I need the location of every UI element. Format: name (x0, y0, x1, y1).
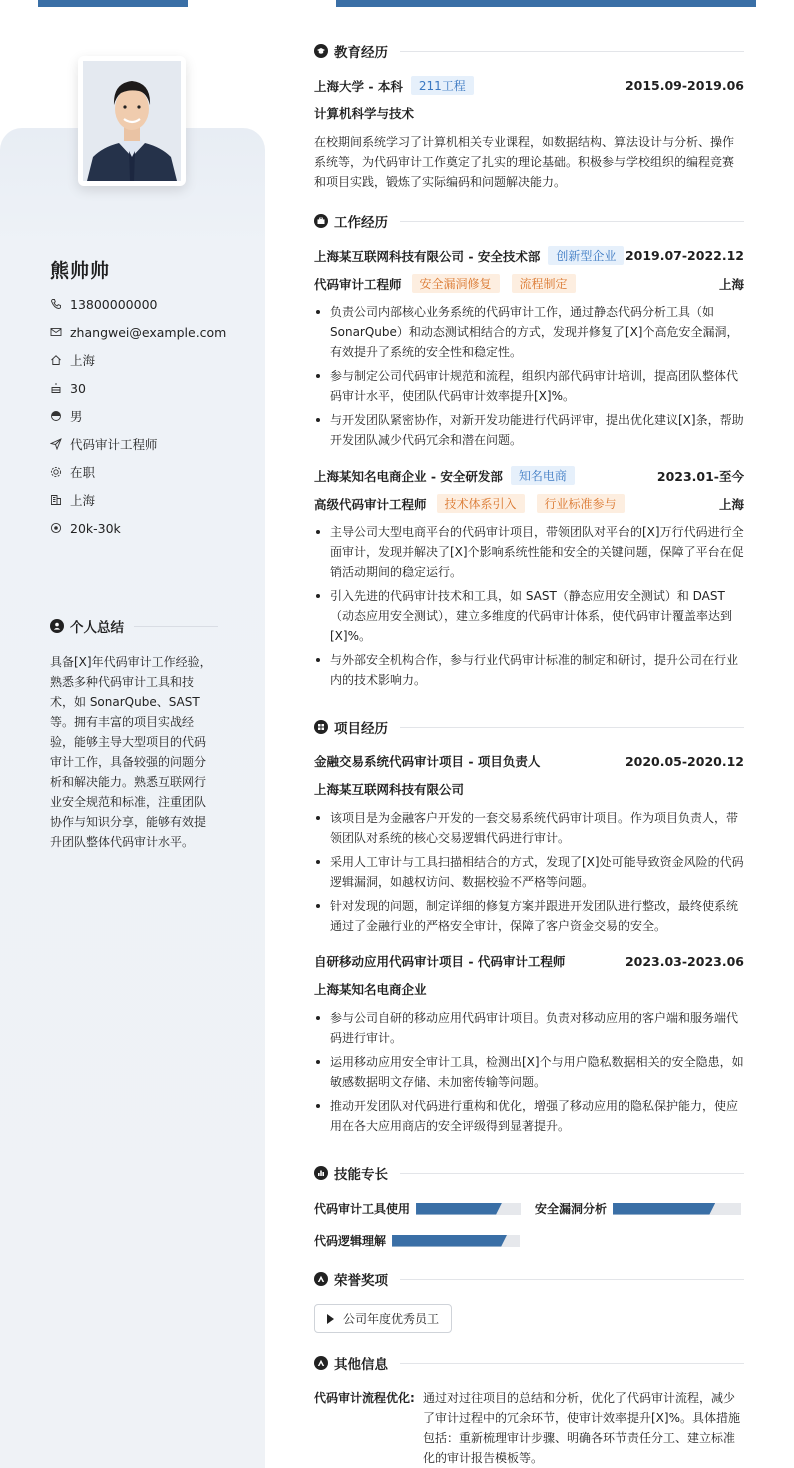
skill-bar-fill (392, 1235, 507, 1247)
skill-bar-fill (416, 1203, 502, 1215)
info-icon (314, 1356, 328, 1370)
role-tag: 技术体系引入 (437, 494, 525, 513)
list-item: 负责公司内部核心业务系统的代码审计工作，通过静态代码分析工具（如 SonarQube）和动态测试相结合的方式，发现并修复了[X]个高危安全漏洞，有效提升了系统的安全性和稳定性。 (314, 302, 744, 362)
age-icon (50, 382, 62, 394)
list-item: 与外部安全机构合作，参与行业代码审计标准的制定和研讨，提升公司在行业内的技术影响力。 (314, 650, 744, 690)
info-value: 男 (70, 409, 83, 424)
list-item: 参与公司自研的移动应用代码审计项目。负责对移动应用的客户端和服务端代码进行审计。 (314, 1008, 744, 1048)
awards-section-title: 荣誉奖项 (314, 1269, 744, 1289)
education-header (314, 76, 744, 95)
project-period: 2023.03-2023.06 (624, 953, 744, 969)
briefcase-icon (314, 214, 328, 228)
project-name: 自研移动应用代码审计项目 - 代码审计工程师 (314, 954, 566, 969)
skill-item (314, 1200, 521, 1217)
education-major: 计算机科学与技术 (314, 106, 415, 121)
job-header (314, 246, 744, 265)
skill-item (314, 1232, 520, 1249)
job-role: 高级代码审计工程师 (314, 496, 427, 512)
section-divider (400, 1279, 744, 1280)
user-icon (50, 619, 64, 633)
skill-bar (416, 1203, 521, 1215)
building-icon (50, 494, 62, 506)
job-role-row (314, 494, 744, 513)
list-item: 针对发现的问题，制定详细的修复方案并跟进开发团队进行整改，最终使系统通过了金融行业的严格安全审计，保障了客户资金交易的安全。 (314, 896, 744, 936)
education-period: 2015.09-2019.06 (624, 78, 744, 93)
skill-bar-fill (613, 1203, 715, 1215)
project-bullets (314, 1008, 744, 1140)
section-divider (400, 51, 744, 52)
job-period: 2019.07-2022.12 (624, 248, 744, 263)
send-icon (50, 438, 62, 450)
company-tag: 知名电商 (511, 466, 575, 485)
list-item: 采用人工审计与工具扫描相结合的方式，发现了[X]处可能导致资金风险的代码逻辑漏洞，如越权访问、数据校验不严格等问题。 (314, 852, 744, 892)
play-triangle-icon (327, 1314, 334, 1324)
section-divider (400, 1173, 744, 1174)
home-icon (50, 354, 62, 366)
graduation-cap-icon (314, 44, 328, 58)
list-item: 引入先进的代码审计技术和工具，如 SAST（静态应用安全测试）和 DAST（动态应用安全测试），建立多维度的代码审计体系，使代码审计覆盖率达到[X]%。 (314, 586, 744, 646)
section-divider (400, 727, 744, 728)
skill-name: 代码逻辑理解 (314, 1234, 387, 1248)
school-tag: 211工程 (411, 76, 474, 95)
education-description: 在校期间系统学习了计算机相关专业课程，如数据结构、算法设计与分析、操作系统等，为代码审计工作奠定了扎实的理论基础。积极参与学校组织的编程竞赛和项目实践，锻炼了实际编码和问题解决能力。 (314, 135, 735, 189)
list-item: 运用移动应用安全审计工具，检测出[X]个与用户隐私数据相关的安全隐患，如敏感数据明文存储、未加密传输等问题。 (314, 1052, 744, 1092)
skill-bar (613, 1203, 741, 1215)
projects-section-title: 项目经历 (314, 717, 744, 737)
list-item: 主导公司大型电商平台的代码审计项目，带领团队对平台的[X]万行代码进行全面审计，发现并解决了[X]个影响系统性能和安全的关键问题，保障了平台在促销活动期间的稳定运行。 (314, 522, 744, 582)
info-phone (50, 290, 226, 318)
info-gender (50, 402, 226, 430)
job-role: 代码审计工程师 (314, 276, 402, 292)
info-value: 上海 (70, 353, 96, 368)
other-section-title: 其他信息 (314, 1353, 744, 1373)
mail-icon (50, 326, 62, 338)
job-bullets (314, 522, 744, 694)
skill-name: 代码审计工具使用 (314, 1202, 411, 1216)
list-item: 该项目是为金融客户开发的一套交易系统代码审计项目。作为项目负责人，带领团队对系统的核心交易逻辑代码进行审计。 (314, 808, 744, 848)
job-header (314, 466, 744, 485)
info-value: 上海 (70, 493, 96, 508)
job-company: 上海某知名电商企业 - 安全研发部 (314, 468, 503, 484)
status-icon (50, 466, 62, 478)
info-position (50, 430, 226, 458)
project-header (314, 752, 744, 770)
education-section-title: 教育经历 (314, 41, 744, 61)
top-accent-bar-left (38, 0, 188, 7)
other-label: 代码审计流程优化: (314, 1391, 415, 1405)
chart-icon (314, 1166, 328, 1180)
job-period: 2023.01-至今 (656, 468, 744, 484)
skill-bar (392, 1235, 520, 1247)
salary-icon (50, 522, 62, 534)
info-location (50, 346, 226, 374)
top-accent-bar-right (336, 0, 756, 7)
role-tag: 安全漏洞修复 (412, 274, 500, 293)
skill-name: 安全漏洞分析 (535, 1202, 608, 1216)
info-value: 代码审计工程师 (70, 437, 158, 452)
list-item: 与开发团队紧密协作，对新开发功能进行代码评审，提出优化建议[X]条，帮助开发团队减少代码冗余和潜在问题。 (314, 410, 744, 450)
work-section-title: 工作经历 (314, 211, 744, 231)
info-work-city (50, 486, 226, 514)
grid-icon (314, 720, 328, 734)
job-bullets (314, 302, 744, 454)
company-tag: 创新型企业 (548, 246, 624, 265)
info-email (50, 318, 226, 346)
award-icon (314, 1272, 328, 1286)
info-value: 20k-30k (70, 520, 121, 536)
project-org: 上海某互联网科技有限公司 (314, 782, 465, 797)
skills-section-title: 技能专长 (314, 1163, 744, 1183)
project-period: 2020.05-2020.12 (624, 753, 744, 769)
section-divider (400, 1363, 744, 1364)
section-divider (134, 626, 218, 627)
job-city: 上海 (718, 276, 744, 292)
info-age (50, 374, 226, 402)
info-value: 13800000000 (70, 296, 158, 312)
info-salary (50, 514, 226, 542)
phone-icon (50, 298, 62, 310)
project-name: 金融交易系统代码审计项目 - 项目负责人 (314, 754, 541, 769)
profile-photo (83, 61, 181, 181)
project-header (314, 952, 744, 970)
project-org: 上海某知名电商企业 (314, 982, 427, 997)
school-name: 上海大学 - 本科 (314, 78, 403, 94)
info-value: 30 (70, 380, 86, 396)
award-item: 公司年度优秀员工 (314, 1304, 452, 1333)
list-item: 参与制定公司代码审计规范和流程，组织内部代码审计培训，提高团队整体代码审计水平，使团队代码审计效率提升[X]%。 (314, 366, 744, 406)
info-status (50, 458, 226, 486)
candidate-name: 熊帅帅 (50, 260, 111, 282)
gender-icon (50, 410, 62, 422)
contact-info-list (50, 290, 226, 542)
summary-text: 具备[X]年代码审计工作经验，熟悉多种代码审计工具和技术，如 SonarQube、SAST 等。拥有丰富的项目实战经验，能够主导大型项目的代码审计工作，具备较强的问题分析和解决能力。熟悉互联网行业安全规范和标准，注重团队协作与知识分享，能够有效提升团队整体代码审计水平。 (50, 655, 212, 849)
job-city: 上海 (718, 496, 744, 512)
info-value: zhangwei@example.com (70, 324, 227, 340)
other-text: 通过对过往项目的总结和分析，优化了代码审计流程，减少了审计过程中的冗余环节，使审计效率提升[X]%。具体措施包括：重新梳理审计步骤、明确各环节责任分工、建立标准化的审计报告模板等。 (423, 1391, 740, 1465)
job-company: 上海某互联网科技有限公司 - 安全技术部 (314, 248, 541, 264)
skill-item (535, 1200, 741, 1217)
project-bullets (314, 808, 744, 940)
role-tag: 流程制定 (512, 274, 576, 293)
section-divider (400, 221, 744, 222)
role-tag: 行业标准参与 (537, 494, 625, 513)
info-value: 在职 (70, 465, 96, 480)
avatar (78, 56, 186, 186)
job-role-row (314, 274, 744, 293)
summary-section-title: 个人总结 (50, 616, 218, 636)
list-item: 推动开发团队对代码进行重构和优化，增强了移动应用的隐私保护能力，使应用在各大应用商店的安全评级得到显著提升。 (314, 1096, 744, 1136)
